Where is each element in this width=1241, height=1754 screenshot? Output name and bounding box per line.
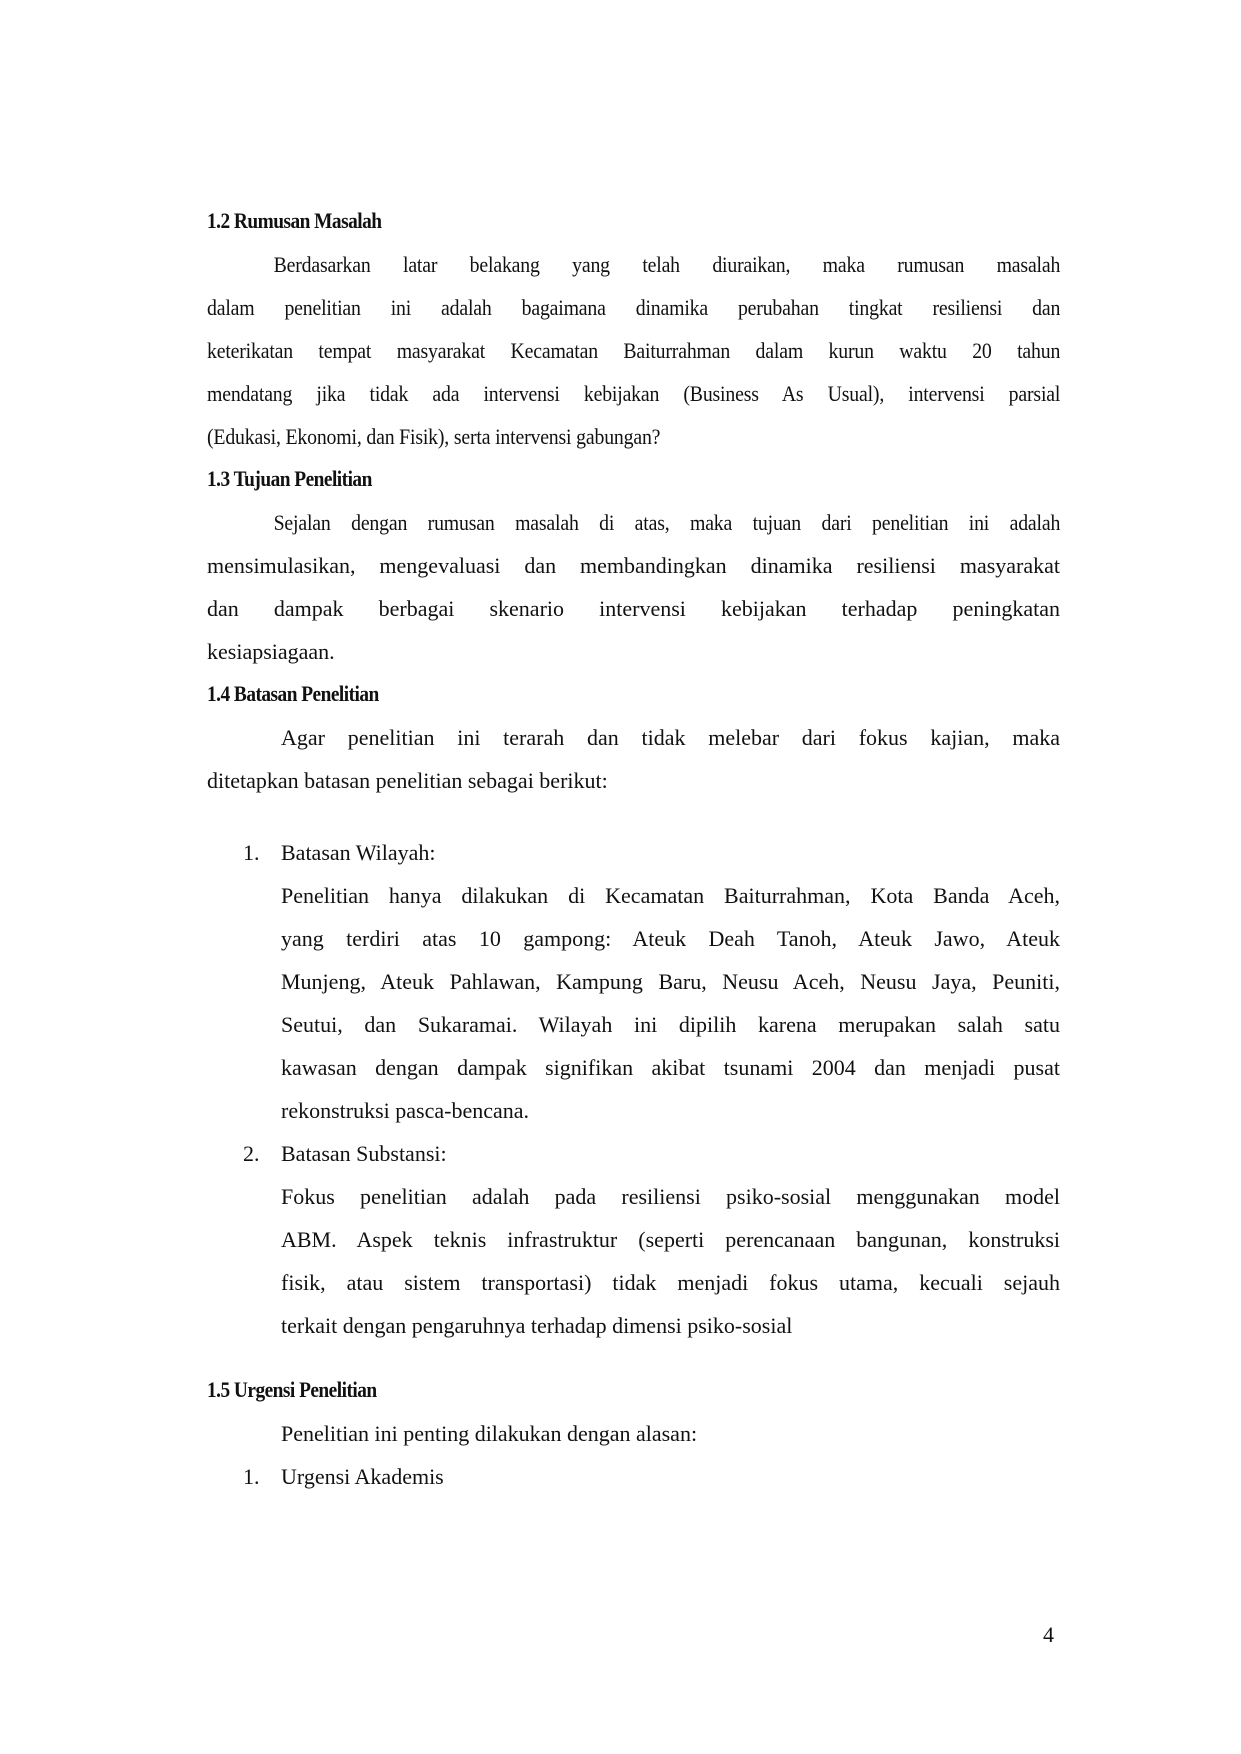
list-item-line: ABM. Aspek teknis infrastruktur (seperti perencanaan bangunan, konstruksi	[281, 1227, 1060, 1252]
list-item-title: Batasan Wilayah:	[281, 840, 436, 865]
paragraph-line: (Edukasi, Ekonomi, dan Fisik), serta intervensi gabungan?	[207, 424, 661, 449]
list-item-line: Munjeng, Ateuk Pahlawan, Kampung Baru, Neusu Aceh, Neusu Jaya, Peuniti,	[281, 969, 1060, 994]
list-item-line: Seutui, dan Sukaramai. Wilayah ini dipilih karena merupakan salah satu	[281, 1012, 1060, 1037]
paragraph-line: mendatang jika tidak ada intervensi kebijakan (Business As Usual), intervensi parsial	[207, 381, 1061, 406]
list-item-line: yang terdiri atas 10 gampong: Ateuk Deah Tanoh, Ateuk Jawo, Ateuk	[281, 926, 1060, 951]
section-heading-1-4: 1.4 Batasan Penelitian	[207, 681, 379, 706]
list-item-line: fisik, atau sistem transportasi) tidak menjadi fokus utama, kecuali sejauh	[281, 1270, 1060, 1295]
paragraph-line: Berdasarkan latar belakang yang telah diuraikan, maka rumusan masalah	[273, 252, 1061, 277]
list-item-line: rekonstruksi pasca-bencana.	[281, 1098, 530, 1123]
paragraph-line: dan dampak berbagai skenario intervensi kebijakan terhadap peningkatan	[207, 596, 1060, 621]
paragraph-line: mensimulasikan, mengevaluasi dan membandingkan dinamika resiliensi masyarakat	[207, 553, 1060, 578]
section-heading-1-5: 1.5 Urgensi Penelitian	[207, 1377, 377, 1402]
paragraph-line: Agar penelitian ini terarah dan tidak melebar dari fokus kajian, maka	[281, 725, 1060, 750]
paragraph-line: ditetapkan batasan penelitian sebagai berikut:	[207, 768, 608, 793]
section-heading-1-3: 1.3 Tujuan Penelitian	[207, 466, 372, 491]
list-item-line: kawasan dengan dampak signifikan akibat tsunami 2004 dan menjadi pusat	[281, 1055, 1060, 1080]
list-item-line: Fokus penelitian adalah pada resiliensi psiko-sosial menggunakan model	[281, 1184, 1060, 1209]
paragraph-line: keterikatan tempat masyarakat Kecamatan Baiturrahman dalam kurun waktu 20 tahun	[207, 338, 1061, 363]
section-heading-1-2: 1.2 Rumusan Masalah	[207, 208, 382, 233]
list-item-title: Batasan Substansi:	[281, 1141, 447, 1166]
list-item-line: Penelitian hanya dilakukan di Kecamatan Baiturrahman, Kota Banda Aceh,	[281, 883, 1060, 908]
paragraph-line: dalam penelitian ini adalah bagaimana dinamika perubahan tingkat resiliensi dan	[207, 295, 1061, 320]
paragraph-line: Penelitian ini penting dilakukan dengan alasan:	[281, 1421, 698, 1446]
page-number: 4	[1043, 1622, 1054, 1647]
paragraph-line: kesiapsiagaan.	[207, 639, 335, 664]
paragraph-line: Sejalan dengan rumusan masalah di atas, maka tujuan dari penelitian ini adalah	[273, 510, 1061, 535]
list-item-line: terkait dengan pengaruhnya terhadap dimensi psiko-sosial	[281, 1313, 793, 1338]
list-item-title: Urgensi Akademis	[281, 1464, 444, 1489]
list-number: 1.	[243, 840, 260, 865]
list-number: 2.	[243, 1141, 260, 1166]
list-number: 1.	[243, 1464, 260, 1489]
